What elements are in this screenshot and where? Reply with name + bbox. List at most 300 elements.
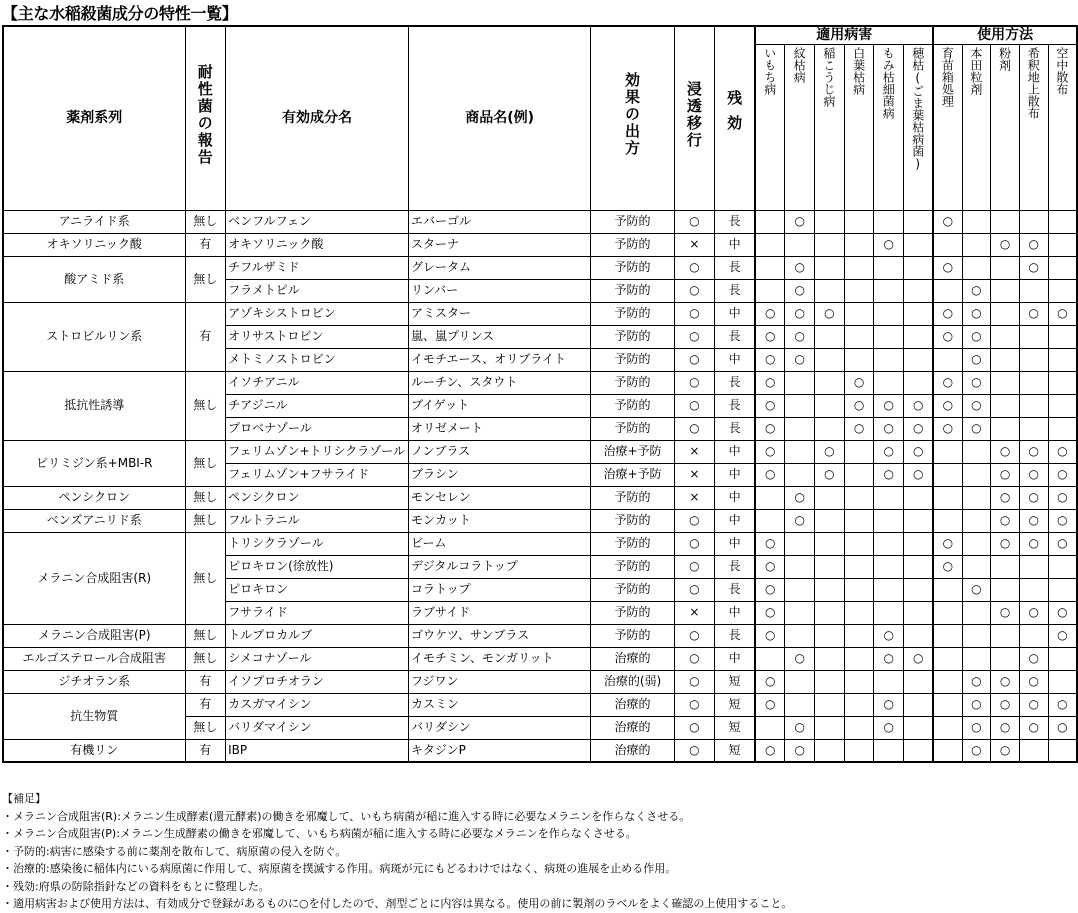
- disease-mark-cell: [844, 555, 874, 578]
- method-mark-cell: [962, 440, 991, 463]
- disease-mark-cell: ○: [874, 716, 904, 739]
- disease-mark-cell: ○: [755, 532, 785, 555]
- method-mark-cell: [991, 302, 1020, 325]
- method-mark-cell: [1019, 279, 1048, 302]
- disease-mark-cell: ○: [844, 394, 874, 417]
- disease-mark-cell: [785, 371, 815, 394]
- series-cell: メラニン合成阻害(R): [3, 532, 185, 624]
- disease-mark-cell: [904, 578, 934, 601]
- product-cell: ブイゲット: [408, 394, 590, 417]
- product-cell: オリゼメート: [408, 417, 590, 440]
- table-row: [3, 440, 1077, 463]
- method-mark-cell: [933, 509, 962, 532]
- penetration-cell: ○: [674, 210, 715, 233]
- table-row: [3, 647, 1077, 670]
- effect-cell: 予防的: [591, 601, 674, 624]
- method-mark-cell: ○: [1048, 486, 1077, 509]
- product-cell: ラブサイド: [408, 601, 590, 624]
- residual-cell: 中: [715, 509, 756, 532]
- disease-mark-cell: [785, 233, 815, 256]
- series-cell: メラニン合成阻害(P): [3, 624, 185, 647]
- ingredient-cell: イソチアニル: [226, 371, 409, 394]
- disease-mark-cell: [904, 256, 934, 279]
- method-mark-cell: ○: [1019, 233, 1048, 256]
- method-mark-cell: ○: [933, 256, 962, 279]
- method-mark-cell: ○: [962, 302, 991, 325]
- method-mark-cell: [1048, 325, 1077, 348]
- residual-cell: 中: [715, 233, 756, 256]
- residual-cell: 長: [715, 256, 756, 279]
- ingredient-cell: フルトラニル: [226, 509, 409, 532]
- ingredient-cell: チアジニル: [226, 394, 409, 417]
- disease-mark-cell: ○: [785, 256, 815, 279]
- ingredient-cell: チフルザミド: [226, 256, 409, 279]
- disease-mark-cell: ○: [755, 302, 785, 325]
- penetration-cell: ×: [674, 233, 715, 256]
- disease-mark-cell: [785, 578, 815, 601]
- ingredient-cell: フラメトピル: [226, 279, 409, 302]
- method-mark-cell: [962, 210, 991, 233]
- disease-mark-cell: ○: [904, 440, 934, 463]
- disease-mark-cell: [755, 279, 785, 302]
- method-mark-cell: [1019, 348, 1048, 371]
- method-mark-cell: [933, 233, 962, 256]
- product-cell: イモチエース、オリブライト: [408, 348, 590, 371]
- method-mark-cell: ○: [1019, 532, 1048, 555]
- method-mark-cell: [991, 647, 1020, 670]
- penetration-cell: ○: [674, 693, 715, 716]
- residual-cell: 中: [715, 463, 756, 486]
- series-cell: 有機リン: [3, 739, 185, 762]
- ingredient-cell: フェリムゾン+トリシクラゾール: [226, 440, 409, 463]
- method-mark-cell: [991, 325, 1020, 348]
- product-cell: モンカット: [408, 509, 590, 532]
- disease-mark-cell: [815, 210, 845, 233]
- method-mark-cell: [962, 256, 991, 279]
- disease-mark-cell: ○: [904, 647, 934, 670]
- residual-cell: 長: [715, 210, 756, 233]
- method-mark-cell: ○: [1019, 302, 1048, 325]
- disease-mark-cell: ○: [904, 463, 934, 486]
- method-mark-cell: ○: [962, 417, 991, 440]
- disease-mark-cell: [904, 532, 934, 555]
- disease-mark-cell: [874, 210, 904, 233]
- disease-mark-cell: ○: [874, 440, 904, 463]
- header-series: 薬剤系列: [3, 26, 185, 210]
- disease-mark-cell: ○: [874, 394, 904, 417]
- method-mark-cell: [962, 624, 991, 647]
- disease-mark-cell: ○: [755, 463, 785, 486]
- disease-mark-cell: [844, 256, 874, 279]
- table-row: [3, 371, 1077, 394]
- disease-mark-cell: [874, 578, 904, 601]
- header-product: 商品名(例): [408, 26, 590, 210]
- disease-mark-cell: ○: [844, 417, 874, 440]
- method-mark-cell: ○: [991, 486, 1020, 509]
- effect-cell: 治療+予防: [591, 440, 674, 463]
- disease-mark-cell: ○: [785, 325, 815, 348]
- disease-mark-cell: ○: [785, 348, 815, 371]
- disease-mark-cell: [844, 302, 874, 325]
- method-mark-cell: [1048, 279, 1077, 302]
- effect-cell: 予防的: [591, 578, 674, 601]
- product-cell: キタジンP: [408, 739, 590, 762]
- method-mark-cell: ○: [991, 716, 1020, 739]
- residual-cell: 長: [715, 578, 756, 601]
- method-mark-cell: [933, 739, 962, 762]
- disease-mark-cell: [874, 325, 904, 348]
- effect-cell: 予防的: [591, 624, 674, 647]
- disease-mark-cell: [755, 716, 785, 739]
- header-penetration-label: 浸透移行: [684, 80, 703, 149]
- method-mark-cell: ○: [933, 371, 962, 394]
- disease-mark-cell: [755, 233, 785, 256]
- product-cell: ブラシン: [408, 463, 590, 486]
- resistance-cell: 無し: [185, 486, 226, 509]
- note-item: ・残効:府県の防除指針などの資料をもとに整理した。: [2, 879, 270, 893]
- effect-cell: 予防的: [591, 486, 674, 509]
- disease-mark-cell: [874, 555, 904, 578]
- method-mark-cell: [962, 647, 991, 670]
- header-disease: [785, 44, 815, 210]
- method-mark-cell: [991, 256, 1020, 279]
- header-method: [962, 44, 991, 210]
- header-resistance-label: 耐性菌の報告: [195, 63, 214, 166]
- fungicide-table: [2, 25, 1078, 763]
- resistance-cell: 無し: [185, 532, 226, 624]
- method-mark-cell: [991, 371, 1020, 394]
- effect-cell: 治療的: [591, 716, 674, 739]
- method-mark-cell: [1048, 348, 1077, 371]
- disease-mark-cell: ○: [904, 394, 934, 417]
- product-cell: イモチミン、モンガリット: [408, 647, 590, 670]
- method-mark-cell: [962, 532, 991, 555]
- disease-mark-cell: ○: [874, 463, 904, 486]
- header-effect-label: 効果の出方: [623, 72, 641, 158]
- disease-mark-cell: [874, 486, 904, 509]
- effect-cell: 予防的: [591, 233, 674, 256]
- header-disease-label: いもち病: [762, 46, 777, 95]
- method-mark-cell: [933, 486, 962, 509]
- penetration-cell: ○: [674, 555, 715, 578]
- resistance-cell: 有: [185, 670, 226, 693]
- header-disease: [844, 44, 874, 210]
- method-mark-cell: ○: [1019, 440, 1048, 463]
- method-mark-cell: ○: [1048, 601, 1077, 624]
- penetration-cell: ○: [674, 739, 715, 762]
- method-mark-cell: [962, 555, 991, 578]
- disease-mark-cell: [785, 440, 815, 463]
- effect-cell: 予防的: [591, 256, 674, 279]
- effect-cell: 予防的: [591, 348, 674, 371]
- disease-mark-cell: [904, 693, 934, 716]
- series-cell: オキソリニック酸: [3, 233, 185, 256]
- method-mark-cell: ○: [962, 371, 991, 394]
- series-cell: ピリミジン系+MBI-R: [3, 440, 185, 486]
- method-mark-cell: [991, 279, 1020, 302]
- note-item: ・メラニン合成阻害(R):メラニン生成酵素(還元酵素)の働きを邪魔して、いもち病菌が稲に進入する時に必要なメラニンを作らなくさせる。: [2, 809, 691, 823]
- method-mark-cell: [1019, 578, 1048, 601]
- table-row: [3, 486, 1077, 509]
- disease-mark-cell: [815, 693, 845, 716]
- product-cell: デジタルコラトップ: [408, 555, 590, 578]
- penetration-cell: ○: [674, 394, 715, 417]
- header-resistance: [185, 26, 226, 210]
- note-item: ・適用病害および使用方法は、有効成分で登録があるものに○を付したので、剤型ごとに内容は異なる。使用の前に製剤のラベルをよく確認の上使用すること。: [2, 897, 793, 910]
- table-row: [3, 256, 1077, 279]
- effect-cell: 予防的: [591, 279, 674, 302]
- ingredient-cell: フサライド: [226, 601, 409, 624]
- penetration-cell: ×: [674, 601, 715, 624]
- penetration-cell: ○: [674, 279, 715, 302]
- method-mark-cell: ○: [1048, 509, 1077, 532]
- method-mark-cell: ○: [1019, 601, 1048, 624]
- disease-mark-cell: [904, 509, 934, 532]
- method-mark-cell: ○: [991, 509, 1020, 532]
- method-mark-cell: [1019, 394, 1048, 417]
- product-cell: フジワン: [408, 670, 590, 693]
- disease-mark-cell: [815, 647, 845, 670]
- penetration-cell: ○: [674, 348, 715, 371]
- penetration-cell: ○: [674, 371, 715, 394]
- disease-mark-cell: [815, 486, 845, 509]
- residual-cell: 長: [715, 279, 756, 302]
- disease-mark-cell: ○: [755, 348, 785, 371]
- residual-cell: 中: [715, 601, 756, 624]
- ingredient-cell: シメコナゾール: [226, 647, 409, 670]
- product-cell: ルーチン、スタウト: [408, 371, 590, 394]
- disease-mark-cell: [844, 233, 874, 256]
- resistance-cell: 有: [185, 233, 226, 256]
- note-item: ・メラニン合成阻害(P):メラニン生成酵素の働きを邪魔して、いもち病菌が稲に進入する時に必要なメラニンを作らなくさせる。: [2, 827, 637, 840]
- method-mark-cell: ○: [991, 463, 1020, 486]
- product-cell: ビーム: [408, 532, 590, 555]
- method-mark-cell: ○: [933, 394, 962, 417]
- resistance-cell: 無し: [185, 210, 226, 233]
- method-mark-cell: ○: [1019, 509, 1048, 532]
- header-disease: [874, 44, 904, 210]
- header-method-label: 本田粒剤: [968, 46, 983, 95]
- disease-mark-cell: [785, 417, 815, 440]
- disease-mark-cell: [844, 739, 874, 762]
- ingredient-cell: トルプロカルブ: [226, 624, 409, 647]
- header-method: [991, 44, 1020, 210]
- method-mark-cell: [933, 624, 962, 647]
- effect-cell: 予防的: [591, 325, 674, 348]
- series-cell: ジチオラン系: [3, 670, 185, 693]
- residual-cell: 長: [715, 624, 756, 647]
- ingredient-cell: メトミノストロビン: [226, 348, 409, 371]
- ingredient-cell: オキソリニック酸: [226, 233, 409, 256]
- disease-mark-cell: [815, 624, 845, 647]
- residual-cell: 長: [715, 371, 756, 394]
- residual-cell: 中: [715, 486, 756, 509]
- product-cell: コラトップ: [408, 578, 590, 601]
- method-mark-cell: [991, 210, 1020, 233]
- residual-cell: 短: [715, 739, 756, 762]
- disease-mark-cell: [815, 670, 845, 693]
- penetration-cell: ○: [674, 647, 715, 670]
- disease-mark-cell: ○: [755, 670, 785, 693]
- disease-mark-cell: [815, 279, 845, 302]
- method-mark-cell: ○: [962, 325, 991, 348]
- disease-mark-cell: ○: [785, 210, 815, 233]
- header-diseases-group: 適用病害: [755, 26, 933, 44]
- disease-mark-cell: [844, 693, 874, 716]
- disease-mark-cell: [755, 509, 785, 532]
- method-mark-cell: ○: [1048, 624, 1077, 647]
- disease-mark-cell: ○: [785, 647, 815, 670]
- header-method-label: 粉剤: [997, 46, 1012, 71]
- header-disease: [815, 44, 845, 210]
- resistance-cell: 無し: [185, 509, 226, 532]
- table-header: [3, 26, 1077, 210]
- disease-mark-cell: [844, 509, 874, 532]
- disease-mark-cell: [785, 624, 815, 647]
- residual-cell: 短: [715, 693, 756, 716]
- method-mark-cell: [1048, 578, 1077, 601]
- disease-mark-cell: [815, 417, 845, 440]
- ingredient-cell: ベンフルフェン: [226, 210, 409, 233]
- disease-mark-cell: [904, 302, 934, 325]
- method-mark-cell: ○: [991, 670, 1020, 693]
- ingredient-cell: オリサストロビン: [226, 325, 409, 348]
- disease-mark-cell: [844, 348, 874, 371]
- disease-mark-cell: [874, 371, 904, 394]
- disease-mark-cell: [904, 348, 934, 371]
- disease-mark-cell: [815, 325, 845, 348]
- table-row: [3, 693, 1077, 716]
- method-mark-cell: [1048, 555, 1077, 578]
- disease-mark-cell: ○: [755, 394, 785, 417]
- effect-cell: 治療的: [591, 693, 674, 716]
- disease-mark-cell: ○: [785, 302, 815, 325]
- ingredient-cell: カスガマイシン: [226, 693, 409, 716]
- method-mark-cell: [933, 601, 962, 624]
- method-mark-cell: [1048, 210, 1077, 233]
- product-cell: エバーゴル: [408, 210, 590, 233]
- disease-mark-cell: ○: [755, 325, 785, 348]
- disease-mark-cell: ○: [785, 486, 815, 509]
- method-mark-cell: [1019, 624, 1048, 647]
- penetration-cell: ○: [674, 325, 715, 348]
- disease-mark-cell: [815, 371, 845, 394]
- product-cell: モンセレン: [408, 486, 590, 509]
- residual-cell: 中: [715, 440, 756, 463]
- disease-mark-cell: [874, 348, 904, 371]
- disease-mark-cell: [874, 279, 904, 302]
- residual-cell: 中: [715, 647, 756, 670]
- resistance-cell: 無し: [185, 624, 226, 647]
- method-mark-cell: [962, 601, 991, 624]
- notes-heading: 【補足】: [2, 792, 46, 805]
- method-mark-cell: ○: [1019, 256, 1048, 279]
- table-row: [3, 210, 1077, 233]
- method-mark-cell: ○: [1048, 440, 1077, 463]
- method-mark-cell: ○: [1048, 463, 1077, 486]
- method-mark-cell: ○: [933, 417, 962, 440]
- effect-cell: 治療+予防: [591, 463, 674, 486]
- table-row: [3, 509, 1077, 532]
- note-item: ・治療的:感染後に稲体内にいる病原菌に作用して、病原菌を撲滅する作用。病斑が元にもどるわけではなく、病斑の進展を止める作用。: [2, 862, 677, 875]
- method-mark-cell: ○: [1019, 693, 1048, 716]
- disease-mark-cell: [874, 532, 904, 555]
- disease-mark-cell: ○: [785, 739, 815, 762]
- residual-cell: 短: [715, 670, 756, 693]
- method-mark-cell: [933, 670, 962, 693]
- header-disease-label: もみ枯細菌病: [881, 46, 896, 119]
- method-mark-cell: [991, 624, 1020, 647]
- header-residual: [715, 26, 756, 210]
- effect-cell: 予防的: [591, 302, 674, 325]
- method-mark-cell: [933, 279, 962, 302]
- penetration-cell: ○: [674, 256, 715, 279]
- disease-mark-cell: [844, 647, 874, 670]
- disease-mark-cell: ○: [755, 624, 785, 647]
- disease-mark-cell: ○: [755, 440, 785, 463]
- method-mark-cell: ○: [1019, 670, 1048, 693]
- penetration-cell: ×: [674, 440, 715, 463]
- disease-mark-cell: [904, 486, 934, 509]
- series-cell: ベンズアニリド系: [3, 509, 185, 532]
- method-mark-cell: [991, 394, 1020, 417]
- method-mark-cell: ○: [1019, 463, 1048, 486]
- method-mark-cell: [1048, 417, 1077, 440]
- method-mark-cell: ○: [991, 532, 1020, 555]
- ingredient-cell: プロベナゾール: [226, 417, 409, 440]
- method-mark-cell: [933, 647, 962, 670]
- method-mark-cell: ○: [962, 716, 991, 739]
- disease-mark-cell: [844, 624, 874, 647]
- disease-mark-cell: [844, 601, 874, 624]
- series-cell: 酸アミド系: [3, 256, 185, 302]
- disease-mark-cell: [904, 325, 934, 348]
- ingredient-cell: ピロキロン: [226, 578, 409, 601]
- disease-mark-cell: ○: [755, 601, 785, 624]
- method-mark-cell: ○: [933, 325, 962, 348]
- product-cell: アミスター: [408, 302, 590, 325]
- disease-mark-cell: [904, 716, 934, 739]
- ingredient-cell: ペンシクロン: [226, 486, 409, 509]
- header-residual-label: 残効: [725, 89, 744, 140]
- penetration-cell: ○: [674, 532, 715, 555]
- method-mark-cell: [962, 509, 991, 532]
- header-disease: [755, 44, 785, 210]
- resistance-cell: 有: [185, 739, 226, 762]
- method-mark-cell: ○: [933, 555, 962, 578]
- disease-mark-cell: [755, 647, 785, 670]
- disease-mark-cell: [904, 555, 934, 578]
- method-mark-cell: [1048, 256, 1077, 279]
- disease-mark-cell: ○: [785, 279, 815, 302]
- header-effect: [591, 26, 674, 210]
- header-methods-group: 使用方法: [933, 26, 1077, 44]
- method-mark-cell: [933, 693, 962, 716]
- method-mark-cell: [962, 463, 991, 486]
- method-mark-cell: [962, 233, 991, 256]
- product-cell: スターナ: [408, 233, 590, 256]
- penetration-cell: ×: [674, 486, 715, 509]
- effect-cell: 予防的: [591, 532, 674, 555]
- method-mark-cell: [933, 440, 962, 463]
- residual-cell: 短: [715, 716, 756, 739]
- disease-mark-cell: ○: [755, 693, 785, 716]
- disease-mark-cell: ○: [755, 371, 785, 394]
- disease-mark-cell: [844, 486, 874, 509]
- disease-mark-cell: [904, 670, 934, 693]
- method-mark-cell: ○: [933, 302, 962, 325]
- disease-mark-cell: [844, 279, 874, 302]
